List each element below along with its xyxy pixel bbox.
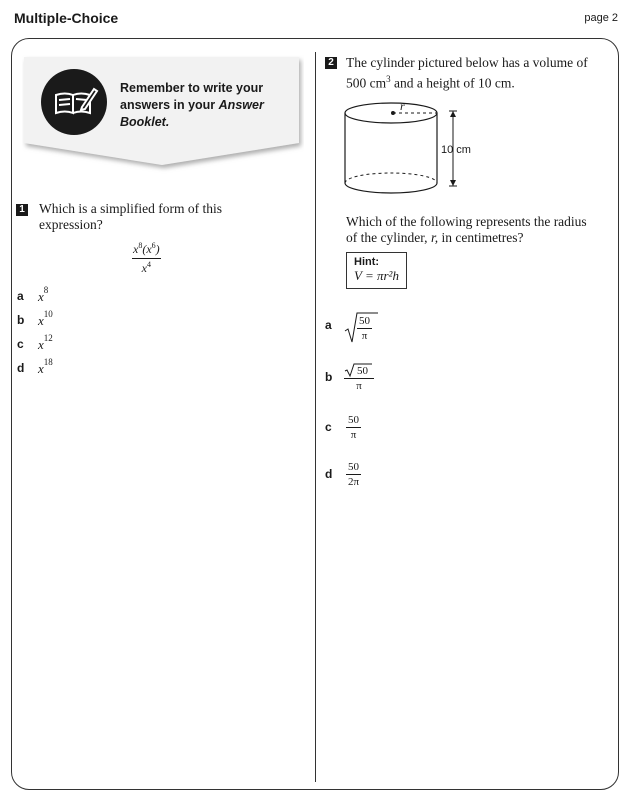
- page-number: page 2: [584, 12, 618, 24]
- expression-denominator: $x^4$: [141, 260, 151, 275]
- section-title: Multiple-Choice: [14, 10, 119, 26]
- q1-option-a-letter[interactable]: a: [17, 289, 24, 303]
- q2-option-a-letter[interactable]: a: [325, 318, 332, 332]
- expression-numerator: $x^8(x^6)$: [132, 241, 161, 259]
- question-2-subquestion: Which of the following represents the radius of the cylinder, r, in centimetres?: [346, 214, 587, 245]
- fraction: $\frac{50}{\pi}$: [344, 365, 374, 392]
- q2-option-b-letter[interactable]: b: [325, 370, 333, 384]
- reminder-banner: [22, 55, 304, 175]
- question-number: 1: [16, 204, 28, 216]
- q1-expression: [132, 241, 161, 276]
- reminder-text: Remember to write your answers in your Answer Booklet.: [120, 81, 264, 129]
- fraction: $\frac{50}{\pi}$: [359, 315, 370, 342]
- q2-option-c[interactable]: $\frac{50}{\pi}$: [348, 414, 359, 441]
- q1-option-c[interactable]: $x^{12}$: [38, 333, 53, 352]
- q1-option-d-letter[interactable]: d: [17, 361, 25, 375]
- q1-option-c-letter[interactable]: c: [17, 337, 24, 351]
- q2-option-d-letter[interactable]: d: [325, 467, 333, 481]
- q1-option-b-letter[interactable]: b: [17, 313, 25, 327]
- q2-option-c-letter[interactable]: c: [325, 420, 332, 434]
- height-label: 10 cm: [441, 144, 471, 156]
- column-divider: [315, 52, 316, 782]
- hint-equation: V = πr²h: [354, 268, 399, 283]
- q1-option-d[interactable]: $x^{18}$: [38, 357, 53, 376]
- question-stem: The cylinder pictured below has a volume of 500 $cm^3$ and a height of 10 cm.: [346, 55, 588, 91]
- q1-option-b[interactable]: $x^{10}$: [38, 309, 53, 328]
- hint-label: Hint:: [354, 256, 380, 268]
- radius-label: r: [400, 99, 405, 113]
- q2-option-d[interactable]: $\frac{50}{2\pi}$: [347, 461, 360, 488]
- hint-box: [346, 252, 407, 289]
- question-stem: Which is a simplified form of this expression?: [39, 201, 222, 232]
- q1-option-a[interactable]: $x^8$: [38, 285, 49, 304]
- question-number: 2: [325, 57, 337, 69]
